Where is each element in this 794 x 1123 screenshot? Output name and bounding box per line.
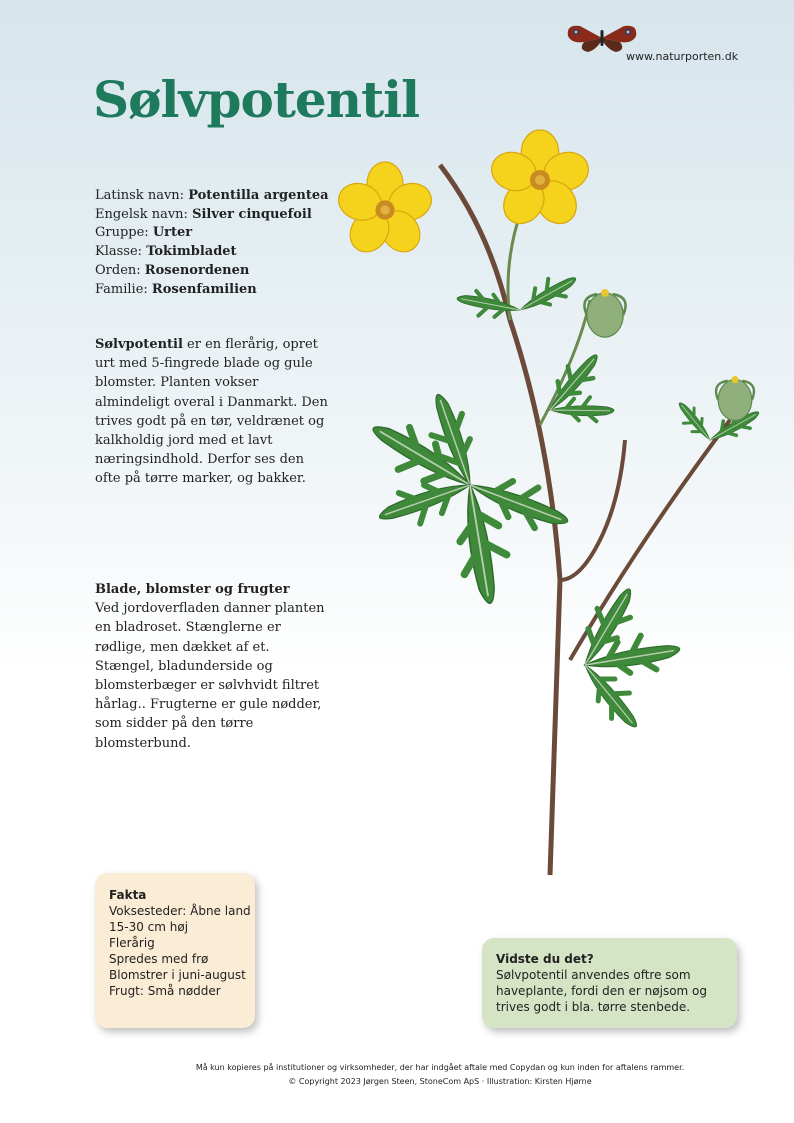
fakta-line: Voksesteder: Åbne land	[109, 904, 251, 918]
footer-copyright: © Copyright 2023 Jørgen Steen, StoneCom ApS · Illustration: Kirsten Hjørne	[288, 1077, 592, 1086]
fakta-line: Blomstrer i juni-august	[109, 968, 246, 982]
intro-lead: Sølvpotentil	[95, 337, 183, 352]
taxonomy-group: Gruppe: Urter	[95, 225, 193, 241]
taxonomy-english: Engelsk navn: Silver cinquefoil	[95, 206, 312, 222]
did-you-know-box	[482, 938, 737, 1028]
did-you-know-heading: Vidste du det?	[496, 952, 594, 966]
fakta-line: 15-30 cm høj	[109, 920, 189, 934]
fakta-heading: Fakta	[109, 888, 147, 902]
fakta-line: Flerårig	[109, 936, 155, 950]
taxonomy-family: Familie: Rosenfamilien	[95, 281, 257, 297]
did-you-know-text: Sølvpotentil anvendes oftre som haveplante, fordi den er nøjsom og trives godt i bla. tørre stenbede.	[496, 968, 708, 1014]
taxonomy-order: Orden: Rosenordenen	[95, 262, 250, 278]
footer-license: Må kun kopieres på institutioner og virksomheder, der har indgået aftale med Copydan og kun inden for aftalens rammer.	[195, 1063, 685, 1072]
fakta-line: Spredes med frø	[109, 952, 209, 966]
plant-illustration	[240, 120, 794, 900]
intro-text: er en flerårig, opret urt med 5-fingrede blade og gule blomster. Planten vokser almindeligt overal i Danmarkt. Den trives godt på en tør, veldrænet og kalkholdig jord med et lavt næringsindhold. Derfor ses den ofte på tørre marker, og bakker.	[95, 337, 328, 487]
footer	[140, 1061, 740, 1089]
taxonomy-class: Klasse: Tokimbladet	[95, 244, 237, 260]
site-url-link[interactable]: www.naturporten.dk	[626, 50, 739, 63]
section-text: Ved jordoverfladen danner planten en bladroset. Stænglerne er rødlige, men dækket af et. Stængel, bladunderside og blomsterbæger er sølvhvidt filtret hårlag.. Frugterne er gule nødder, som sidder på den tørre blomsterbund.	[95, 601, 325, 751]
taxonomy-latin: Latinsk navn: Potentilla argentea	[95, 188, 329, 203]
fakta-line: Frugt: Små nødder	[109, 984, 221, 998]
section-heading: Blade, blomster og frugter	[95, 582, 290, 597]
fakta-box	[95, 873, 255, 1028]
page-title: Sølvpotentil	[93, 70, 420, 129]
